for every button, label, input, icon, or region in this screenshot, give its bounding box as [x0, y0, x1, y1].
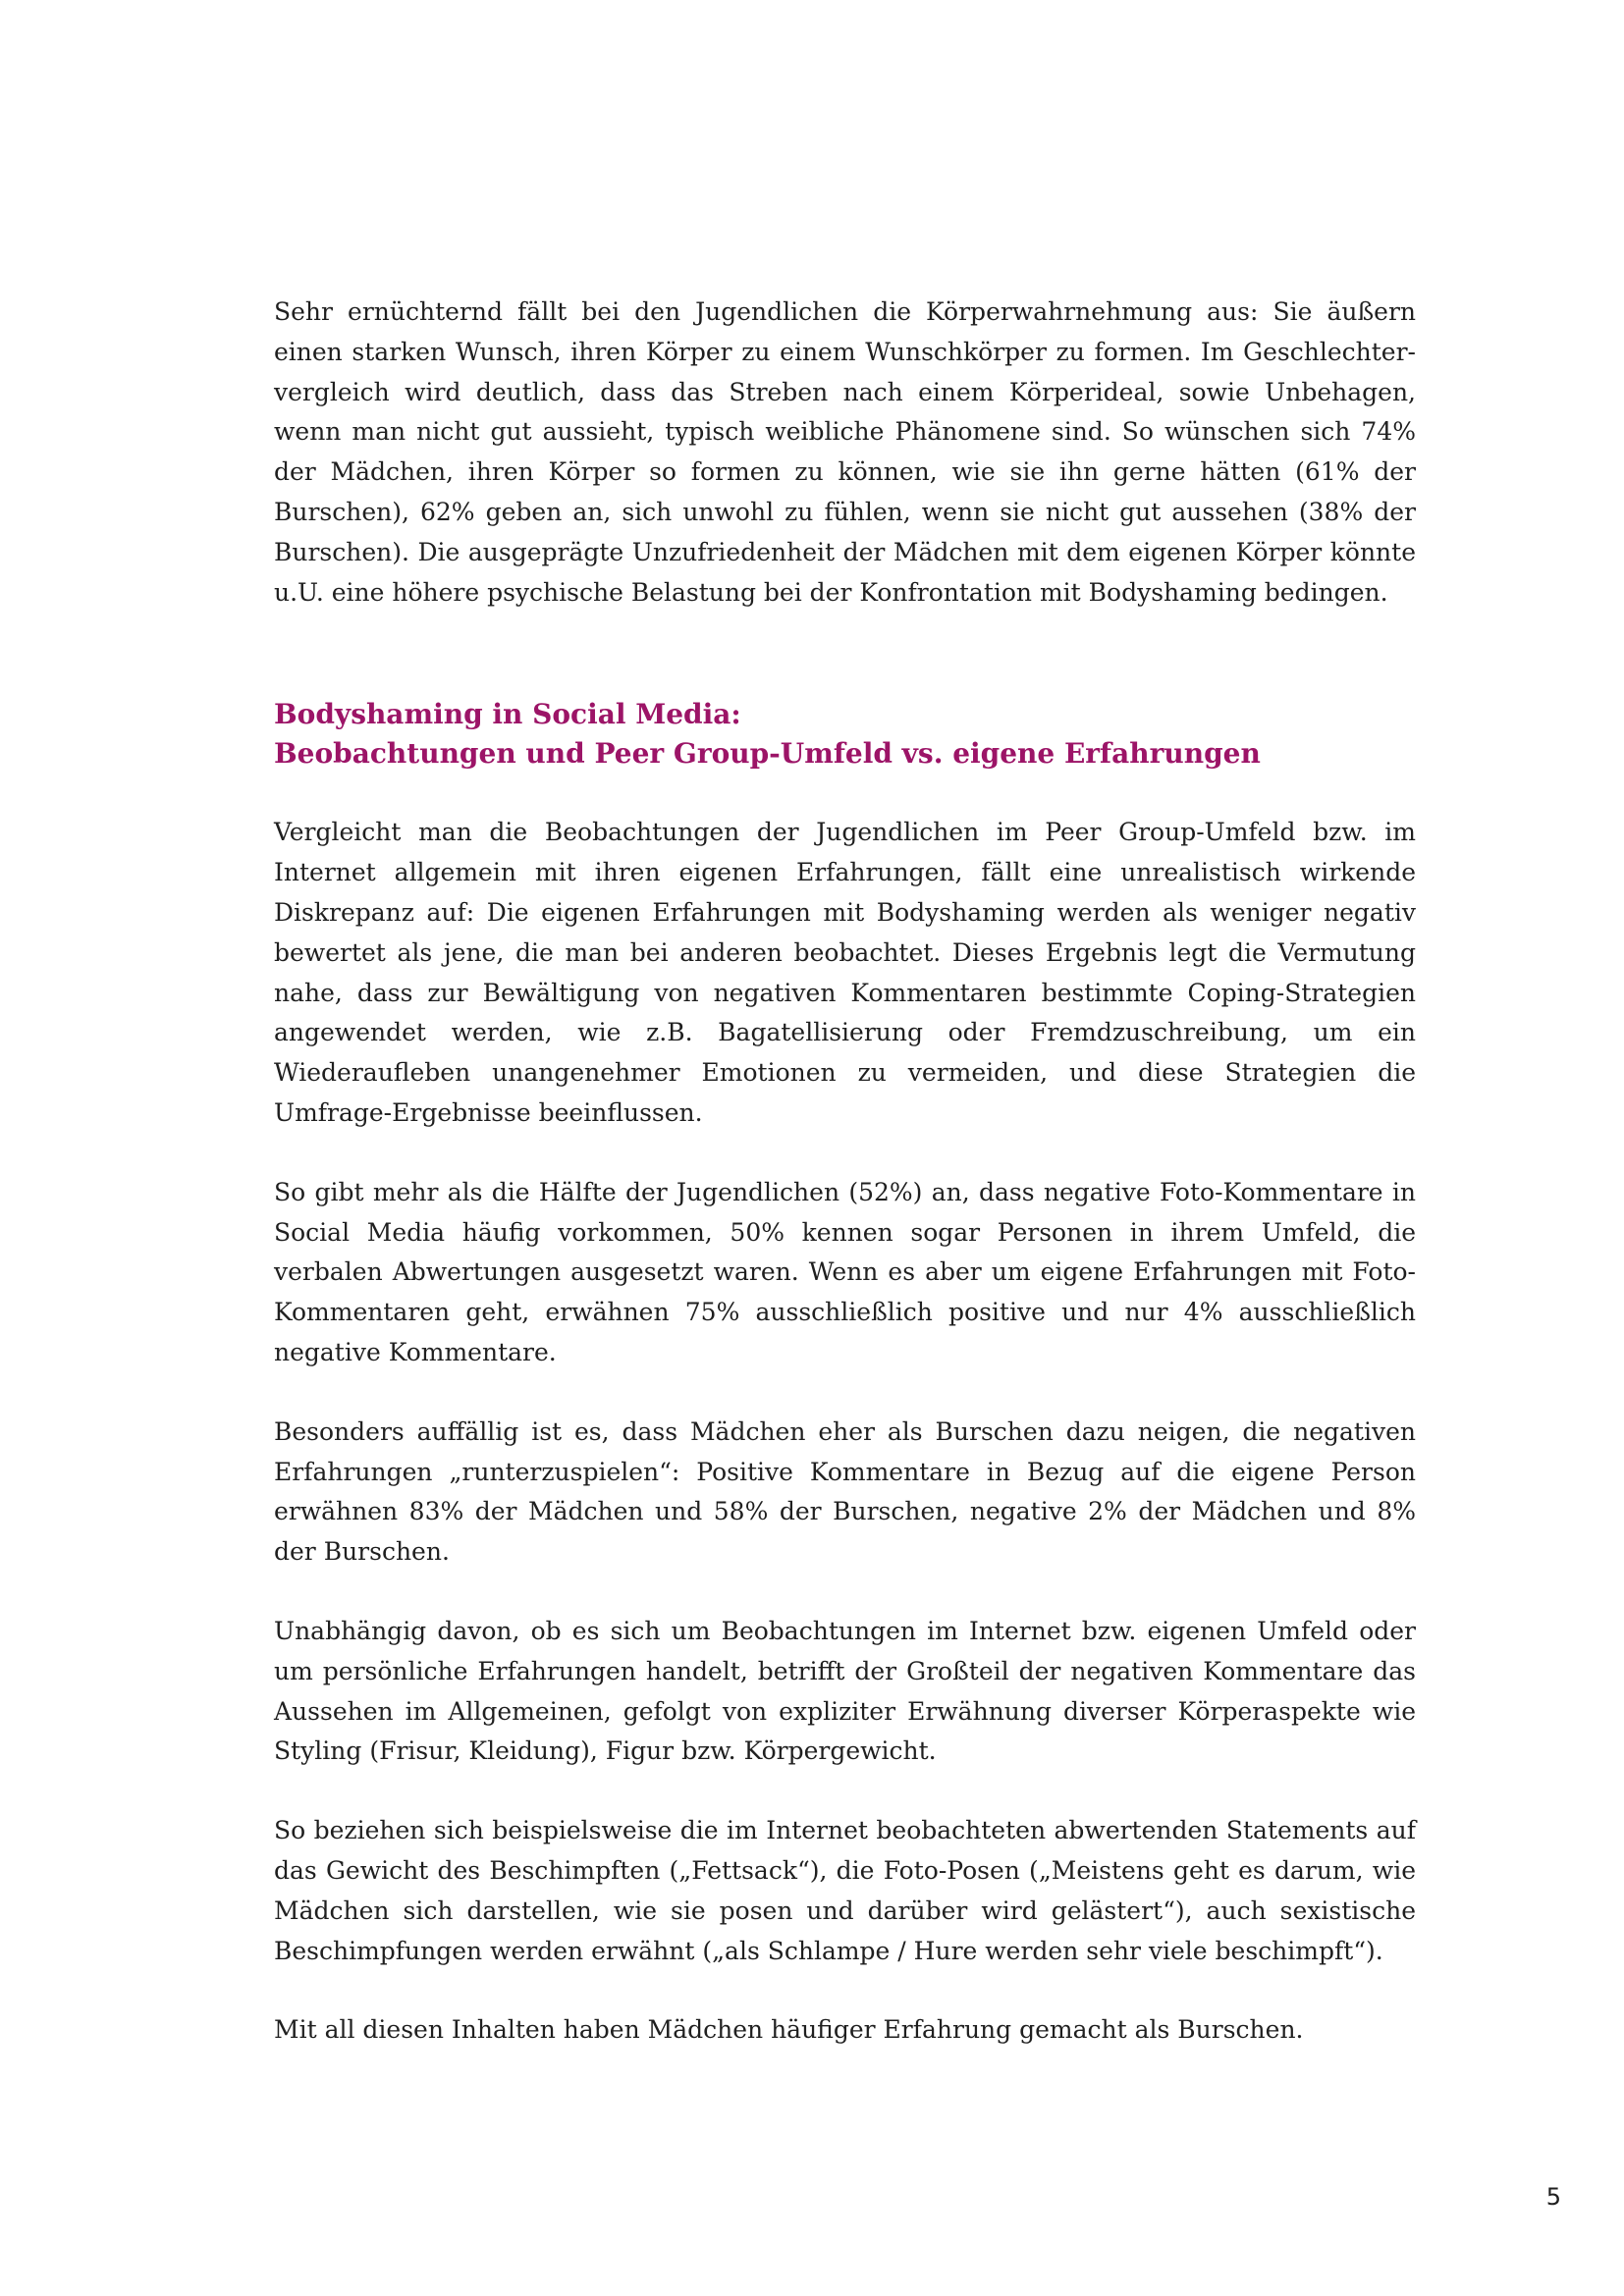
- body-paragraph-3: Besonders auffällig ist es, dass Mädchen eher als Burschen dazu neigen, die negativen Erfahrungen „runterzuspielen“: Positive Kommentare in Bezug auf die eigene Person erwähnen 83% der Mädchen und 58% der Burschen, negative 2% der Mädchen und 8% der Burschen.: [274, 1416, 1416, 1567]
- body-paragraph-1: Vergleicht man die Beobachtungen der Jugendlichen im Peer Group-Umfeld bzw. im Internet allgemein mit ihren eigenen Erfahrungen, fällt eine unrealistisch wirkende Diskrepanz auf: Die eigenen Erfahrungen mit Bodyshaming werden als weniger negativ bewertet als jene, die man bei anderen beobachtet. Dieses Ergebnis legt die Vermutung nahe, dass zur Bewältigung von negativen Kommentaren bestimmte Coping-Strategien angewendet werden, wie z.B. Bagatellisierung oder Fremdzuschreibung, um ein Wiederaufleben unangenehmer Emotionen zu vermeiden, und diese Strategien die Umfrage-Ergebnisse beeinflussen.: [274, 818, 1416, 1127]
- section-heading-line-2: Beobachtungen und Peer Group-Umfeld vs. eigene Erfahrungen: [274, 737, 1261, 771]
- section-heading: [274, 695, 1416, 774]
- body-paragraph-4: Unabhängig davon, ob es sich um Beobachtungen im Internet bzw. eigenen Umfeld oder um persönliche Erfahrungen handelt, betrifft der Großteil der negativen Kommentare das Aussehen im Allgemeinen, gefolgt von expliziter Erwähnung diverser Körperaspekte wie Styling (Frisur, Kleidung), Figur bzw. Körpergewicht.: [274, 1616, 1416, 1766]
- page-content: [274, 293, 1416, 2051]
- body-paragraph-6: Mit all diesen Inhalten haben Mädchen häufiger Erfahrung gemacht als Burschen.: [274, 2015, 1304, 2045]
- body-paragraph-5: So beziehen sich beispielsweise die im Internet beobachteten abwertenden Statements auf das Gewicht des Beschimpften („Fettsack“), die Foto-Posen („Meistens geht es darum, wie Mädchen sich darstellen, wie sie posen und darüber wird gelästert“), auch sexistische Beschimpfungen werden erwähnt („als Schlampe / Hure werden sehr viele beschimpft“).: [274, 1816, 1416, 1965]
- body-paragraph-2: So gibt mehr als die Hälfte der Jugendlichen (52%) an, dass negative Foto-Kommentare in Social Media häufig vorkommen, 50% kennen sogar Personen in ihrem Umfeld, die verbalen Abwertungen ausgesetzt waren. Wenn es aber um eigene Erfahrungen mit Foto-Kommentaren geht, erwähnen 75% ausschließlich positive und nur 4% ausschließlich negative Kommentare.: [274, 1177, 1416, 1366]
- section-heading-line-1: Bodyshaming in Social Media:: [274, 698, 741, 731]
- page-number: 5: [1545, 2183, 1561, 2211]
- intro-paragraph: Sehr ernüchternd fällt bei den Jugendlichen die Körperwahrnehmung aus: Sie äußern einen starken Wunsch, ihren Körper zu einem Wunschkörper zu formen. Im Geschlechtervergleich wird deutlich, dass das Streben nach einem Körperideal, sowie Unbehagen, wenn man nicht gut aussieht, typisch weibliche Phänomene sind. So wünschen sich 74% der Mädchen, ihren Körper so formen zu können, wie sie ihn gerne hätten (61% der Burschen), 62% geben an, sich unwohl zu fühlen, wenn sie nicht gut aussehen (38% der Burschen). Die ausgeprägte Unzufriedenheit der Mädchen mit dem eigenen Körper könnte u.U. eine höhere psychische Belastung bei der Konfrontation mit Bodyshaming bedingen.: [274, 297, 1416, 607]
